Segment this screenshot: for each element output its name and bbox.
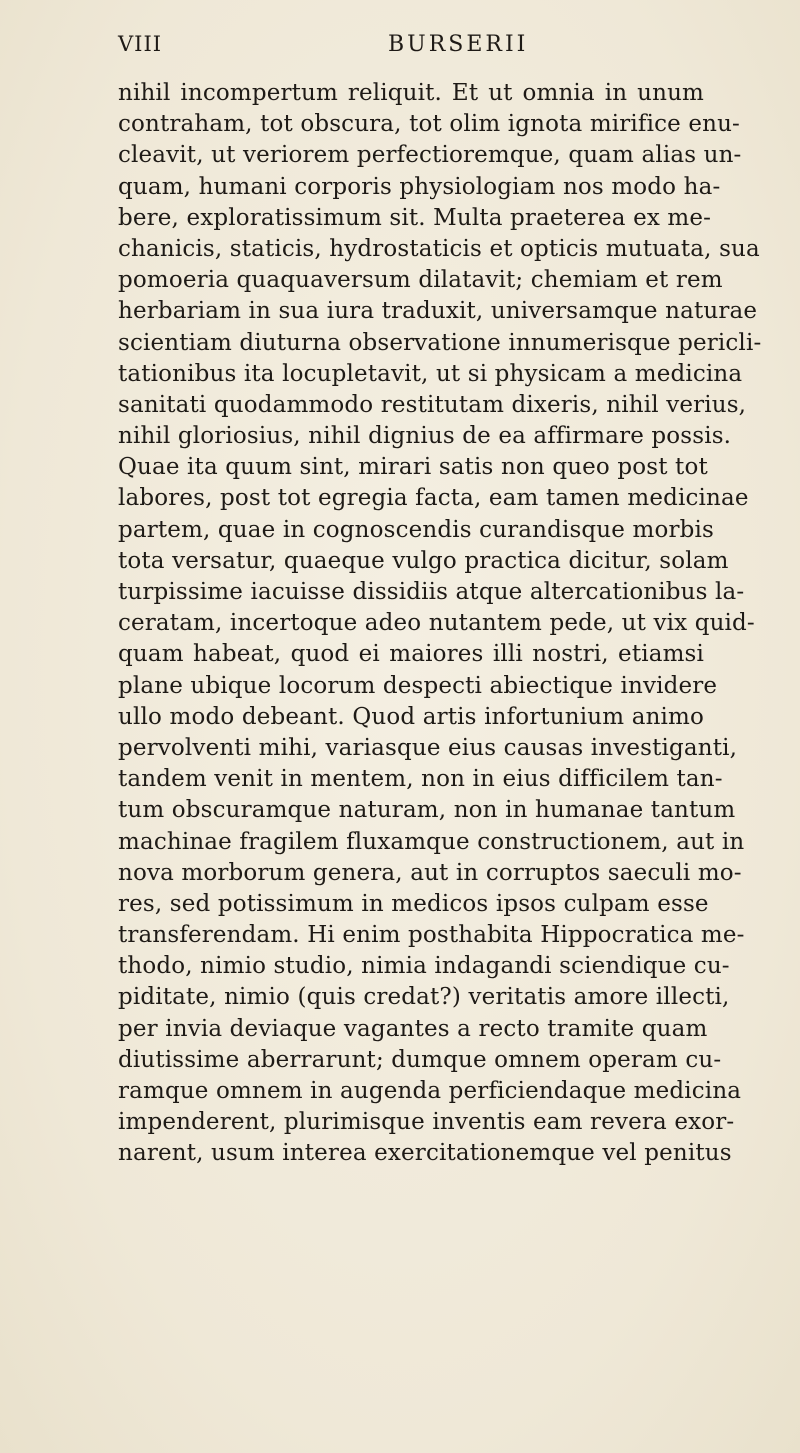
text-line: tationibus ita locupletavit, ut si physicam a medicina [118,360,743,387]
text-line: pervolventi mihi, variasque eius causas investiganti, [118,734,738,761]
text-line: pomoeria quaquaversum dilatavit; chemiam et rem [118,267,723,294]
running-title: BURSERII [388,32,529,57]
text-line: labores, post tot egregia facta, eam tamen medicinae [118,485,749,512]
text-line: ullo modo debeant. Quod artis infortunium animo [118,703,704,730]
text-line: piditate, nimio (quis credat?) veritatis amore illecti, [118,984,730,1011]
text-line: ramque omnem in augenda perficiendaque medicina [118,1078,742,1104]
text-line: narent, usum interea exercitationemque vel penitus [118,1140,732,1167]
text-line: herbariam in sua iura traduxit, universamque naturae [118,298,758,325]
text-line: cleavit, ut veriorem perfectioremque, quam alias un- [118,142,742,169]
text-line: impenderent, plurimisque inventis eam revera exor- [118,1109,735,1136]
page-number: VIII [118,32,163,56]
text-line: nova morborum genera, aut in corruptos saeculi mo- [118,859,742,886]
text-line: tum obscuramque naturam, non in humanae tantum [118,797,736,824]
text-line: Quae ita quum sint, mirari satis non queo post tot [118,454,708,481]
text-line: thodo, nimio studio, nimia indagandi sciendique cu- [118,953,730,980]
text-line: turpissime iacuisse dissidiis atque altercationibus la- [118,579,745,605]
text-line: bere, exploratissimum sit. Multa praeterea ex me- [118,204,712,231]
text-line: machinae fragilem fluxamque constructionem, aut in [118,828,745,855]
text-line: quam habeat, quod ei maiores illi nostri, etiamsi [118,641,704,668]
running-head [118,32,678,62]
text-line: chanicis, staticis, hydrostaticis et opticis mutuata, sua [118,235,760,262]
text-line: quam, humani corporis physiologiam nos modo ha- [118,173,721,200]
text-line: plane ubique locorum despecti abiectique invidere [118,672,718,699]
text-line: tota versatur, quaeque vulgo practica dicitur, solam [118,547,729,574]
text-line: nihil incompertum reliquit. Et ut omnia in unum [118,80,704,106]
text-line: scientiam diuturna observatione innumerisque pericli- [118,329,762,356]
text-line: res, sed potissimum in medicos ipsos culpam esse [118,890,709,917]
text-line: partem, quae in cognoscendis curandisque morbis [118,516,714,543]
text-line: per invia deviaque vagantes a recto tramite quam [118,1015,708,1042]
text-line: nihil gloriosius, nihil dignius de ea affirmare possis. [118,423,732,450]
text-line: diutissime aberrarunt; dumque omnem operam cu- [118,1046,722,1073]
text-line: tandem venit in mentem, non in eius difficilem tan- [118,766,723,793]
text-line: sanitati quodammodo restitutam dixeris, nihil verius, [118,391,747,418]
text-line: transferendam. Hi enim posthabita Hippocratica me- [118,922,745,949]
body-text [118,78,762,1170]
text-line: contraham, tot obscura, tot olim ignota mirifice enu- [118,111,740,138]
text-line: ceratam, incertoque adeo nutantem pede, ut vix quid- [118,610,755,637]
